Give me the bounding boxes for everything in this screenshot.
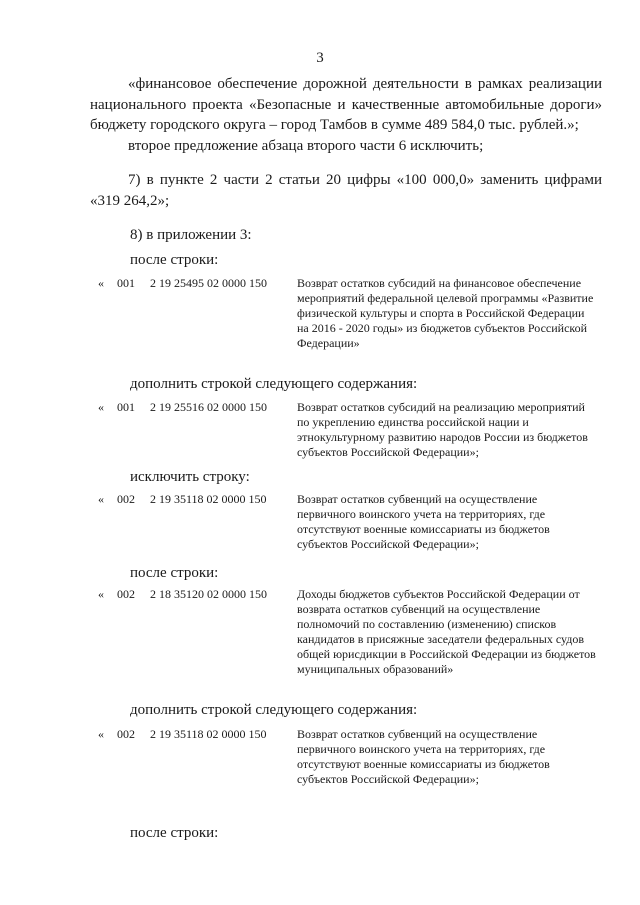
- row-description: Возврат остатков субсидий на реализацию мероприятий по укреплению единства российской нации и этнокультурному развитию народов России из бюджетов субъектов Российской Федерации»;: [297, 400, 588, 459]
- row-budget-code: 2 19 25516 02 0000 150: [150, 400, 267, 414]
- row-quote: «: [98, 727, 104, 741]
- row-description: Возврат остатков субвенций на осуществление первичного воинского учета на территориях, где отсутствуют военные комиссариаты из бюджетов субъектов Российской Федерации»;: [297, 727, 550, 786]
- paragraph-item-8: 8) в приложении 3:: [130, 227, 252, 243]
- row-admin-code: 002: [117, 492, 135, 506]
- row-admin-code: 002: [117, 727, 135, 741]
- row-admin-code: 002: [117, 587, 135, 601]
- row-description: Возврат остатков субвенций на осуществление первичного воинского учета на территориях, где отсутствуют военные комиссариаты из бюджетов субъектов Российской Федерации»;: [297, 492, 550, 551]
- row-admin-code: 001: [117, 276, 135, 290]
- paragraph-funding: «финансовое обеспечение дорожной деятельности в рамках реализации национального проекта «Безопасные и качественные автомобильные дороги» бюджету городского округа – город Тамбов в сумме 489 584,0 тыс. рублей.»;: [90, 76, 602, 133]
- heading-add-row-2: дополнить строкой следующего содержания:: [130, 702, 418, 718]
- heading-add-row-1: дополнить строкой следующего содержания:: [130, 376, 418, 392]
- paragraph-delete-sentence: второе предложение абзаца второго части 6 исключить;: [128, 138, 484, 154]
- row-description: Доходы бюджетов субъектов Российской Федерации от возврата остатков субвенций на осуществление полномочий по составлению (изменению) списков кандидатов в присяжные заседатели федеральных судов общей юрисдикции в Российской Федерации из бюджетов муниципальных образований»: [297, 587, 596, 676]
- row-quote: «: [98, 276, 104, 290]
- heading-remove-row: исключить строку:: [130, 469, 250, 485]
- row-admin-code: 001: [117, 400, 135, 414]
- heading-after-row-3: после строки:: [130, 825, 219, 841]
- heading-after-row-1: после строки:: [130, 252, 219, 268]
- heading-after-row-2: после строки:: [130, 565, 219, 581]
- page-number: 3: [316, 50, 324, 66]
- row-quote: «: [98, 492, 104, 506]
- row-budget-code: 2 19 35118 02 0000 150: [150, 727, 267, 741]
- row-description: Возврат остатков субсидий на финансовое обеспечение мероприятий федеральной целевой программы «Развитие физической культуры и спорта в Российской Федерации на 2016 - 2020 годы» из бюджетов субъектов Российской Федерации»: [297, 276, 594, 350]
- row-budget-code: 2 18 35120 02 0000 150: [150, 587, 267, 601]
- paragraph-item-7: 7) в пункте 2 части 2 статьи 20 цифры «100 000,0» заменить цифрами «319 264,2»;: [90, 172, 602, 209]
- row-quote: «: [98, 587, 104, 601]
- row-budget-code: 2 19 25495 02 0000 150: [150, 276, 267, 290]
- row-budget-code: 2 19 35118 02 0000 150: [150, 492, 267, 506]
- row-quote: «: [98, 400, 104, 414]
